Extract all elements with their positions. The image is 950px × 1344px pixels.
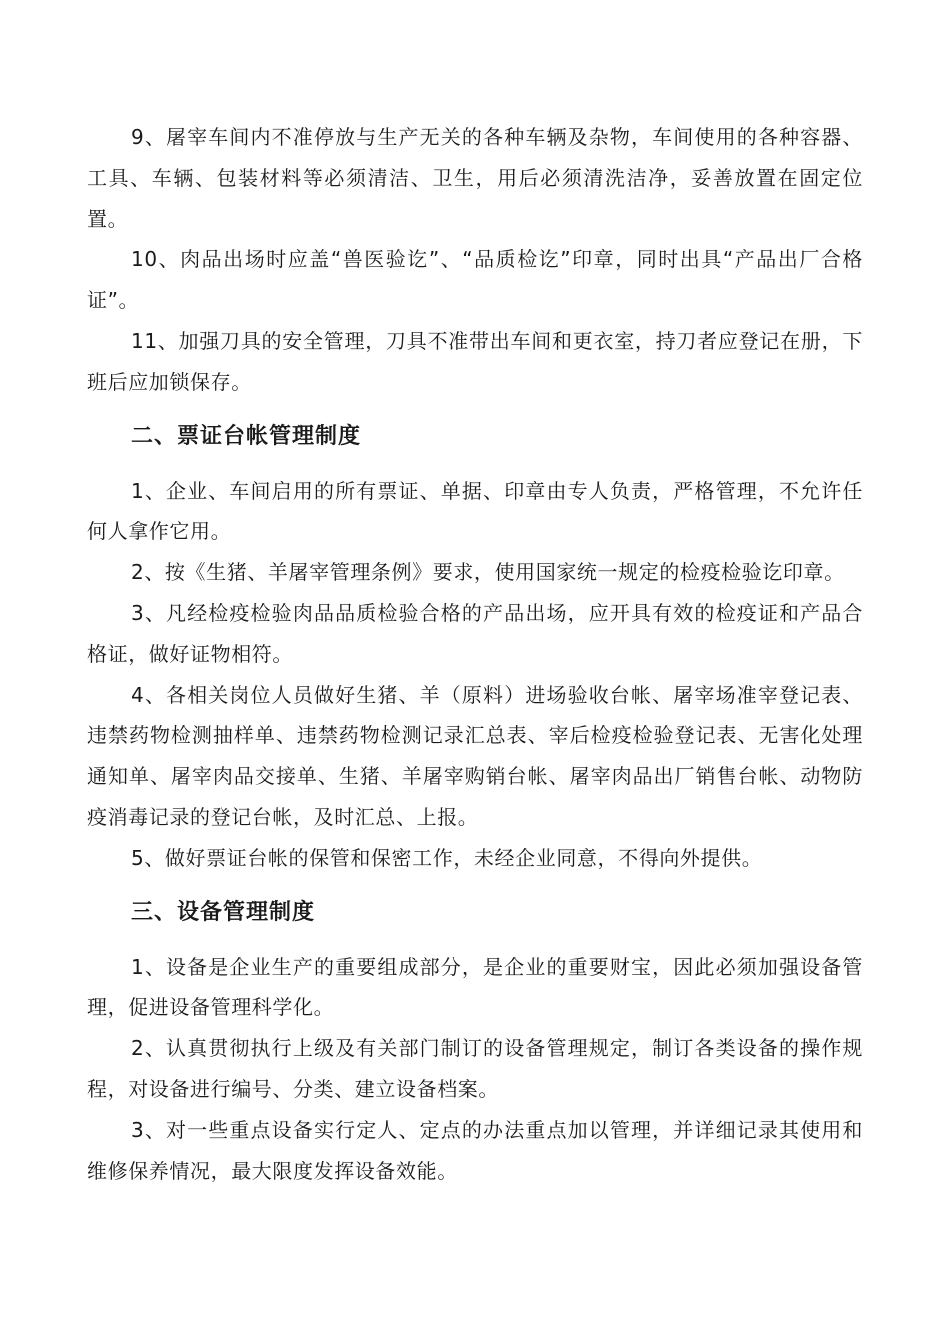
section-heading-ticket-ledger: 二、票证台帐管理制度	[131, 423, 362, 449]
document-page	[87, 117, 863, 1191]
paragraph-ledger-2: 2、按《生猪、羊屠宰管理条例》要求，使用国家统一规定的检疫检验讫印章。	[131, 560, 845, 585]
paragraph-equipment-1: 1、设备是企业生产的重要组成部分，是企业的重要财宝，因此必须加强设备管理，促进设备管理科学化。	[87, 954, 863, 1020]
paragraph-ledger-1: 1、企业、车间启用的所有票证、单据、印章由专人负责，严格管理，不允许任何人拿作它用。	[87, 478, 863, 544]
paragraph-equipment-2: 2、认真贯彻执行上级及有关部门制订的设备管理规定，制订各类设备的操作规程，对设备进行编号、分类、建立设备档案。	[87, 1036, 863, 1101]
section-heading-equipment: 三、设备管理制度	[131, 899, 316, 925]
paragraph-equipment-3: 3、对一些重点设备实行定人、定点的办法重点加以管理，并详细记录其使用和维修保养情况，最大限度发挥设备效能。	[87, 1117, 863, 1183]
paragraph-ledger-4: 4、各相关岗位人员做好生猪、羊（原料）进场验收台帐、屠宰场准宰登记表、违禁药物检测抽样单、违禁药物检测记录汇总表、宰后检疫检验登记表、无害化处理通知单、屠宰肉品交接单、生猪、羊屠宰购销台帐、屠宰肉品出厂销售台帐、动物防疫消毒记录的登记台帐，及时汇总、上报。	[87, 682, 863, 829]
paragraph-ledger-3: 3、凡经检疫检验肉品品质检验合格的产品出场，应开具有效的检疫证和产品合格证，做好证物相符。	[87, 600, 863, 666]
paragraph-item-9: 9、屠宰车间内不准停放与生产无关的各种车辆及杂物，车间使用的各种容器、工具、车辆、包装材料等必须清洁、卫生，用后必须清洗洁净，妥善放置在固定位置。	[87, 125, 863, 231]
paragraph-item-10: 10、肉品出场时应盖“兽医验讫”、“品质检讫”印章，同时出具“产品出厂合格证”。	[87, 247, 863, 313]
paragraph-ledger-5: 5、做好票证台帐的保管和保密工作，未经企业同意，不得向外提供。	[131, 845, 763, 870]
paragraph-item-11: 11、加强刀具的安全管理，刀具不准带出车间和更衣室，持刀者应登记在册，下班后应加锁保存。	[87, 328, 863, 394]
